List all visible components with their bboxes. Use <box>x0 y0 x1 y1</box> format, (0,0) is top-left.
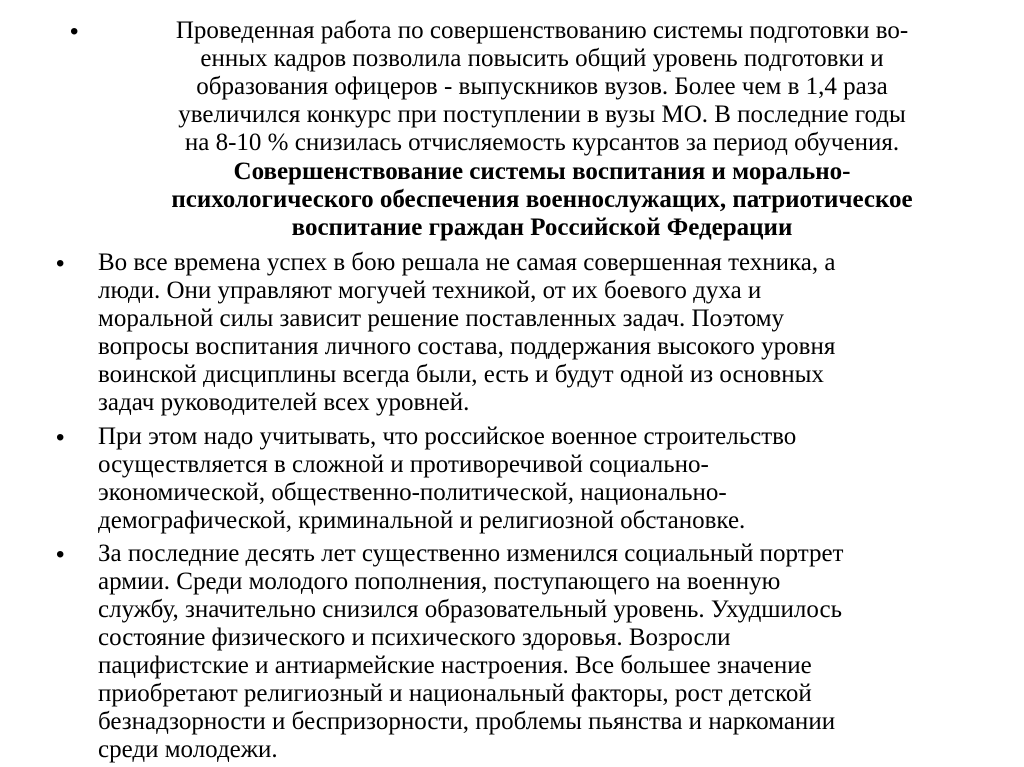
paragraph-line: службу, значительно снизился образовательный уровень. Ухудшилось <box>98 596 843 623</box>
paragraph-line: экономической, общественно-политической, национально- <box>98 479 727 506</box>
paragraph-line: состояние физического и психического здоровья. Возросли <box>98 624 731 651</box>
section-heading-line: воспитание граждан Российской Федерации <box>291 214 793 241</box>
paragraph-line: енных кадров позволила повысить общий уровень подготовки и <box>200 45 884 72</box>
section-heading-line: Совершенствование системы воспитания и морально- <box>233 158 851 185</box>
paragraph-line: образования офицеров - выпускников вузов. Более чем в 1,4 раза <box>196 73 888 100</box>
paragraph-line: моральной силы зависит решение поставленных задач. Поэтому <box>98 305 785 332</box>
paragraph-line: люди. Они управляют могучей техникой, от их боевого духа и <box>98 277 762 304</box>
paragraph-line: вопросы воспитания личного состава, поддержания высокого уровня <box>98 333 836 360</box>
paragraph-line: пацифистские и антиармейские настроения. Все большее значение <box>98 652 812 679</box>
paragraph-line: Во все времена успех в бою решала не самая совершенная техника, а <box>98 249 836 276</box>
bullet-icon: • <box>56 541 65 568</box>
paragraph-line: среди молодежи. <box>98 736 278 763</box>
paragraph-line: При этом надо учитывать, что российское военное строительство <box>98 423 797 450</box>
paragraph-line: на 8-10 % снизилась отчисляемость курсантов за период обучения. <box>184 129 900 156</box>
paragraph-line: За последние десять лет существенно изменился социальный портрет <box>98 540 844 567</box>
bullet-icon: • <box>70 18 79 45</box>
paragraph-line: безнадзорности и беспризорности, проблемы пьянства и наркомании <box>98 708 836 735</box>
paragraph-line: воинской дисциплины всегда были, есть и будут одной из основных <box>98 361 824 388</box>
paragraph-line: Проведенная работа по совершенствованию системы подготовки во- <box>175 17 909 44</box>
paragraph-line: демографической, криминальной и религиозной обстановке. <box>98 507 746 534</box>
paragraph-line: армии. Среди молодого пополнения, поступающего на военную <box>98 568 781 595</box>
paragraph-line: увеличился конкурс при поступлении в вузы МО. В последние годы <box>178 101 906 128</box>
paragraph-line: задач руководителей всех уровней. <box>98 389 470 416</box>
paragraph-line: осуществляется в сложной и противоречивой социально- <box>98 451 709 478</box>
bullet-icon: • <box>56 250 65 277</box>
section-heading-line: психологического обеспечения военнослужащих, патриотическое <box>171 186 913 213</box>
bullet-icon: • <box>56 424 65 451</box>
paragraph-line: приобретают религиозный и национальный факторы, рост детской <box>98 680 812 707</box>
